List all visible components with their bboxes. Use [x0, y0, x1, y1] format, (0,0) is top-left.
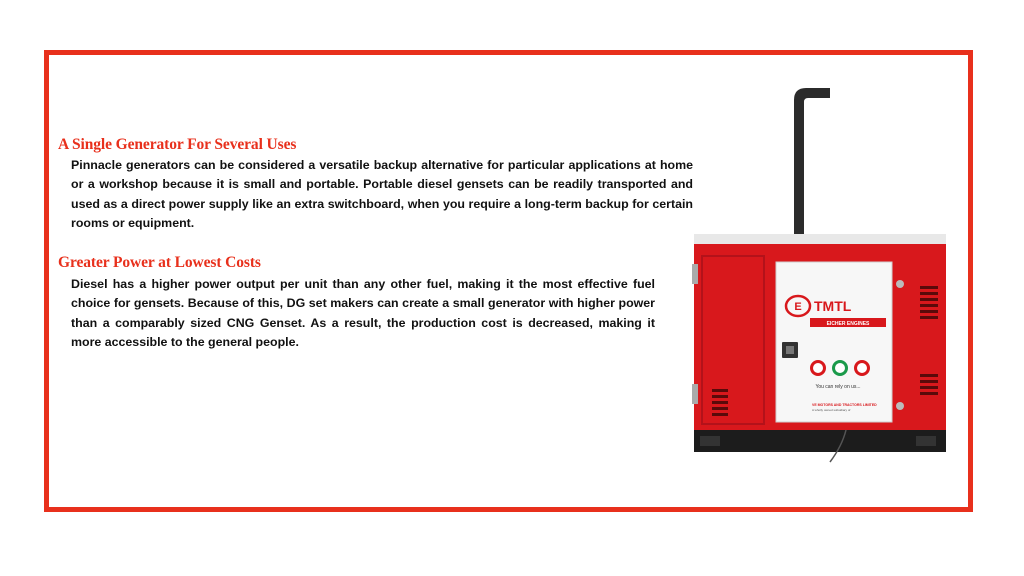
sub-brand-label: EICHER ENGINES [826, 321, 870, 327]
section-body-single-generator: Pinnacle generators can be considered a versatile backup alternative for particular applications at home or a workshop because it is small and portable. Portable diesel gensets can be readily transported and used as a direct power supply like an extra switchboard, when you require a long-term backup for certain rooms or equipment. [71, 158, 693, 230]
generator-image [690, 84, 950, 464]
section-body-greater-power: Diesel has a higher power output per unit than any other fuel, making it the most effective fuel choice for gensets. Because of this, DG set makers can create a small generator with higher power than a comparably sized CNG Genset. As a result, the production cost is decreased, making it more accessible to the general people. [71, 277, 655, 349]
section-heading-greater-power: Greater Power at Lowest Costs [58, 254, 261, 271]
maker-sub-label: A wholly owned subsidiary of [812, 408, 851, 412]
svg-text:E: E [794, 301, 802, 313]
maker-label: VE MOTORS AND TRACTORS LIMITED [812, 403, 877, 407]
tagline-label: You can rely on us... [815, 384, 861, 390]
section-heading-single-generator: A Single Generator For Several Uses [58, 136, 297, 153]
brand-label: TMTL [814, 298, 852, 314]
